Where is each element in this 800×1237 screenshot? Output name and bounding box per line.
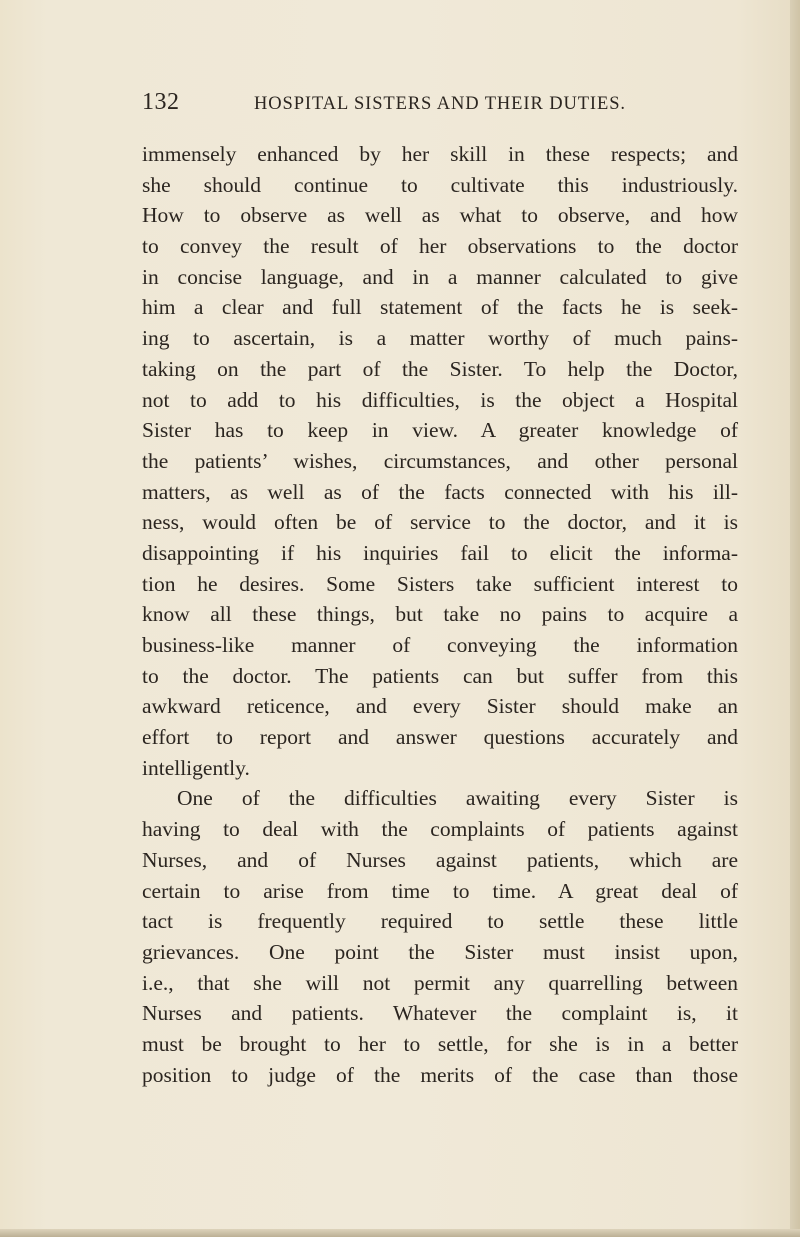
running-title: HOSPITAL SISTERS AND THEIR DUTIES. (254, 94, 626, 114)
text-line-27: grievances. One point the Sister must insist upon, (142, 939, 738, 964)
text-line-31: position to judge of the merits of the case than those (142, 1062, 738, 1087)
text-line-9: not to add to his difficulties, is the object a Hospital (142, 387, 738, 412)
text-line-14: disappointing if his inquiries fail to elicit the informa- (142, 540, 738, 565)
text-line-11: the patients’ wishes, circumstances, and other personal (142, 448, 738, 473)
text-line-6: him a clear and full statement of the facts he is seek- (142, 295, 738, 320)
text-line-23: having to deal with the complaints of patients against (142, 817, 738, 842)
text-line-8: taking on the part of the Sister. To help the Doctor, (142, 356, 738, 381)
running-head (142, 90, 742, 122)
text-line-16: know all these things, but take no pains to acquire a (142, 602, 738, 627)
text-line-4: to convey the result of her observations to the doctor (142, 234, 738, 259)
text-line-21: intelligently. (142, 755, 250, 780)
text-line-1: immensely enhanced by her skill in these respects; and (142, 142, 738, 166)
text-line-30: must be brought to her to settle, for she is in a better (142, 1031, 738, 1056)
text-line-29: Nurses and patients. Whatever the complaint is, it (142, 1001, 738, 1026)
page-bottom-edge (0, 1229, 800, 1237)
text-line-18: to the doctor. The patients can but suffer from this (142, 663, 738, 688)
text-line-3: How to observe as well as what to observe, and how (142, 203, 738, 228)
text-line-7: ing to ascertain, is a matter worthy of much pains- (142, 326, 738, 351)
text-line-10: Sister has to keep in view. A greater knowledge of (142, 418, 738, 443)
text-line-5: in concise language, and in a manner calculated to give (142, 264, 738, 289)
text-line-24: Nurses, and of Nurses against patients, which are (142, 847, 738, 872)
text-line-20: effort to report and answer questions accurately and (142, 725, 738, 750)
text-line-25: certain to arise from time to time. A great deal of (142, 878, 738, 903)
text-line-15: tion he desires. Some Sisters take sufficient interest to (142, 571, 738, 596)
text-line-17: business-like manner of conveying the information (142, 633, 738, 657)
text-line-12: matters, as well as of the facts connected with his ill- (142, 479, 738, 504)
text-line-26: tact is frequently required to settle these little (142, 909, 738, 934)
text-line-22: One of the difficulties awaiting every Sister is (177, 786, 738, 811)
page-number: 132 (142, 89, 180, 115)
body-text (142, 139, 738, 1090)
text-line-28: i.e., that she will not permit any quarrelling between (142, 970, 738, 995)
text-line-19: awkward reticence, and every Sister should make an (142, 694, 738, 719)
text-line-13: ness, would often be of service to the doctor, and it is (142, 510, 738, 535)
text-line-2: she should continue to cultivate this industriously. (142, 172, 738, 197)
page-spine-edge (790, 0, 800, 1237)
